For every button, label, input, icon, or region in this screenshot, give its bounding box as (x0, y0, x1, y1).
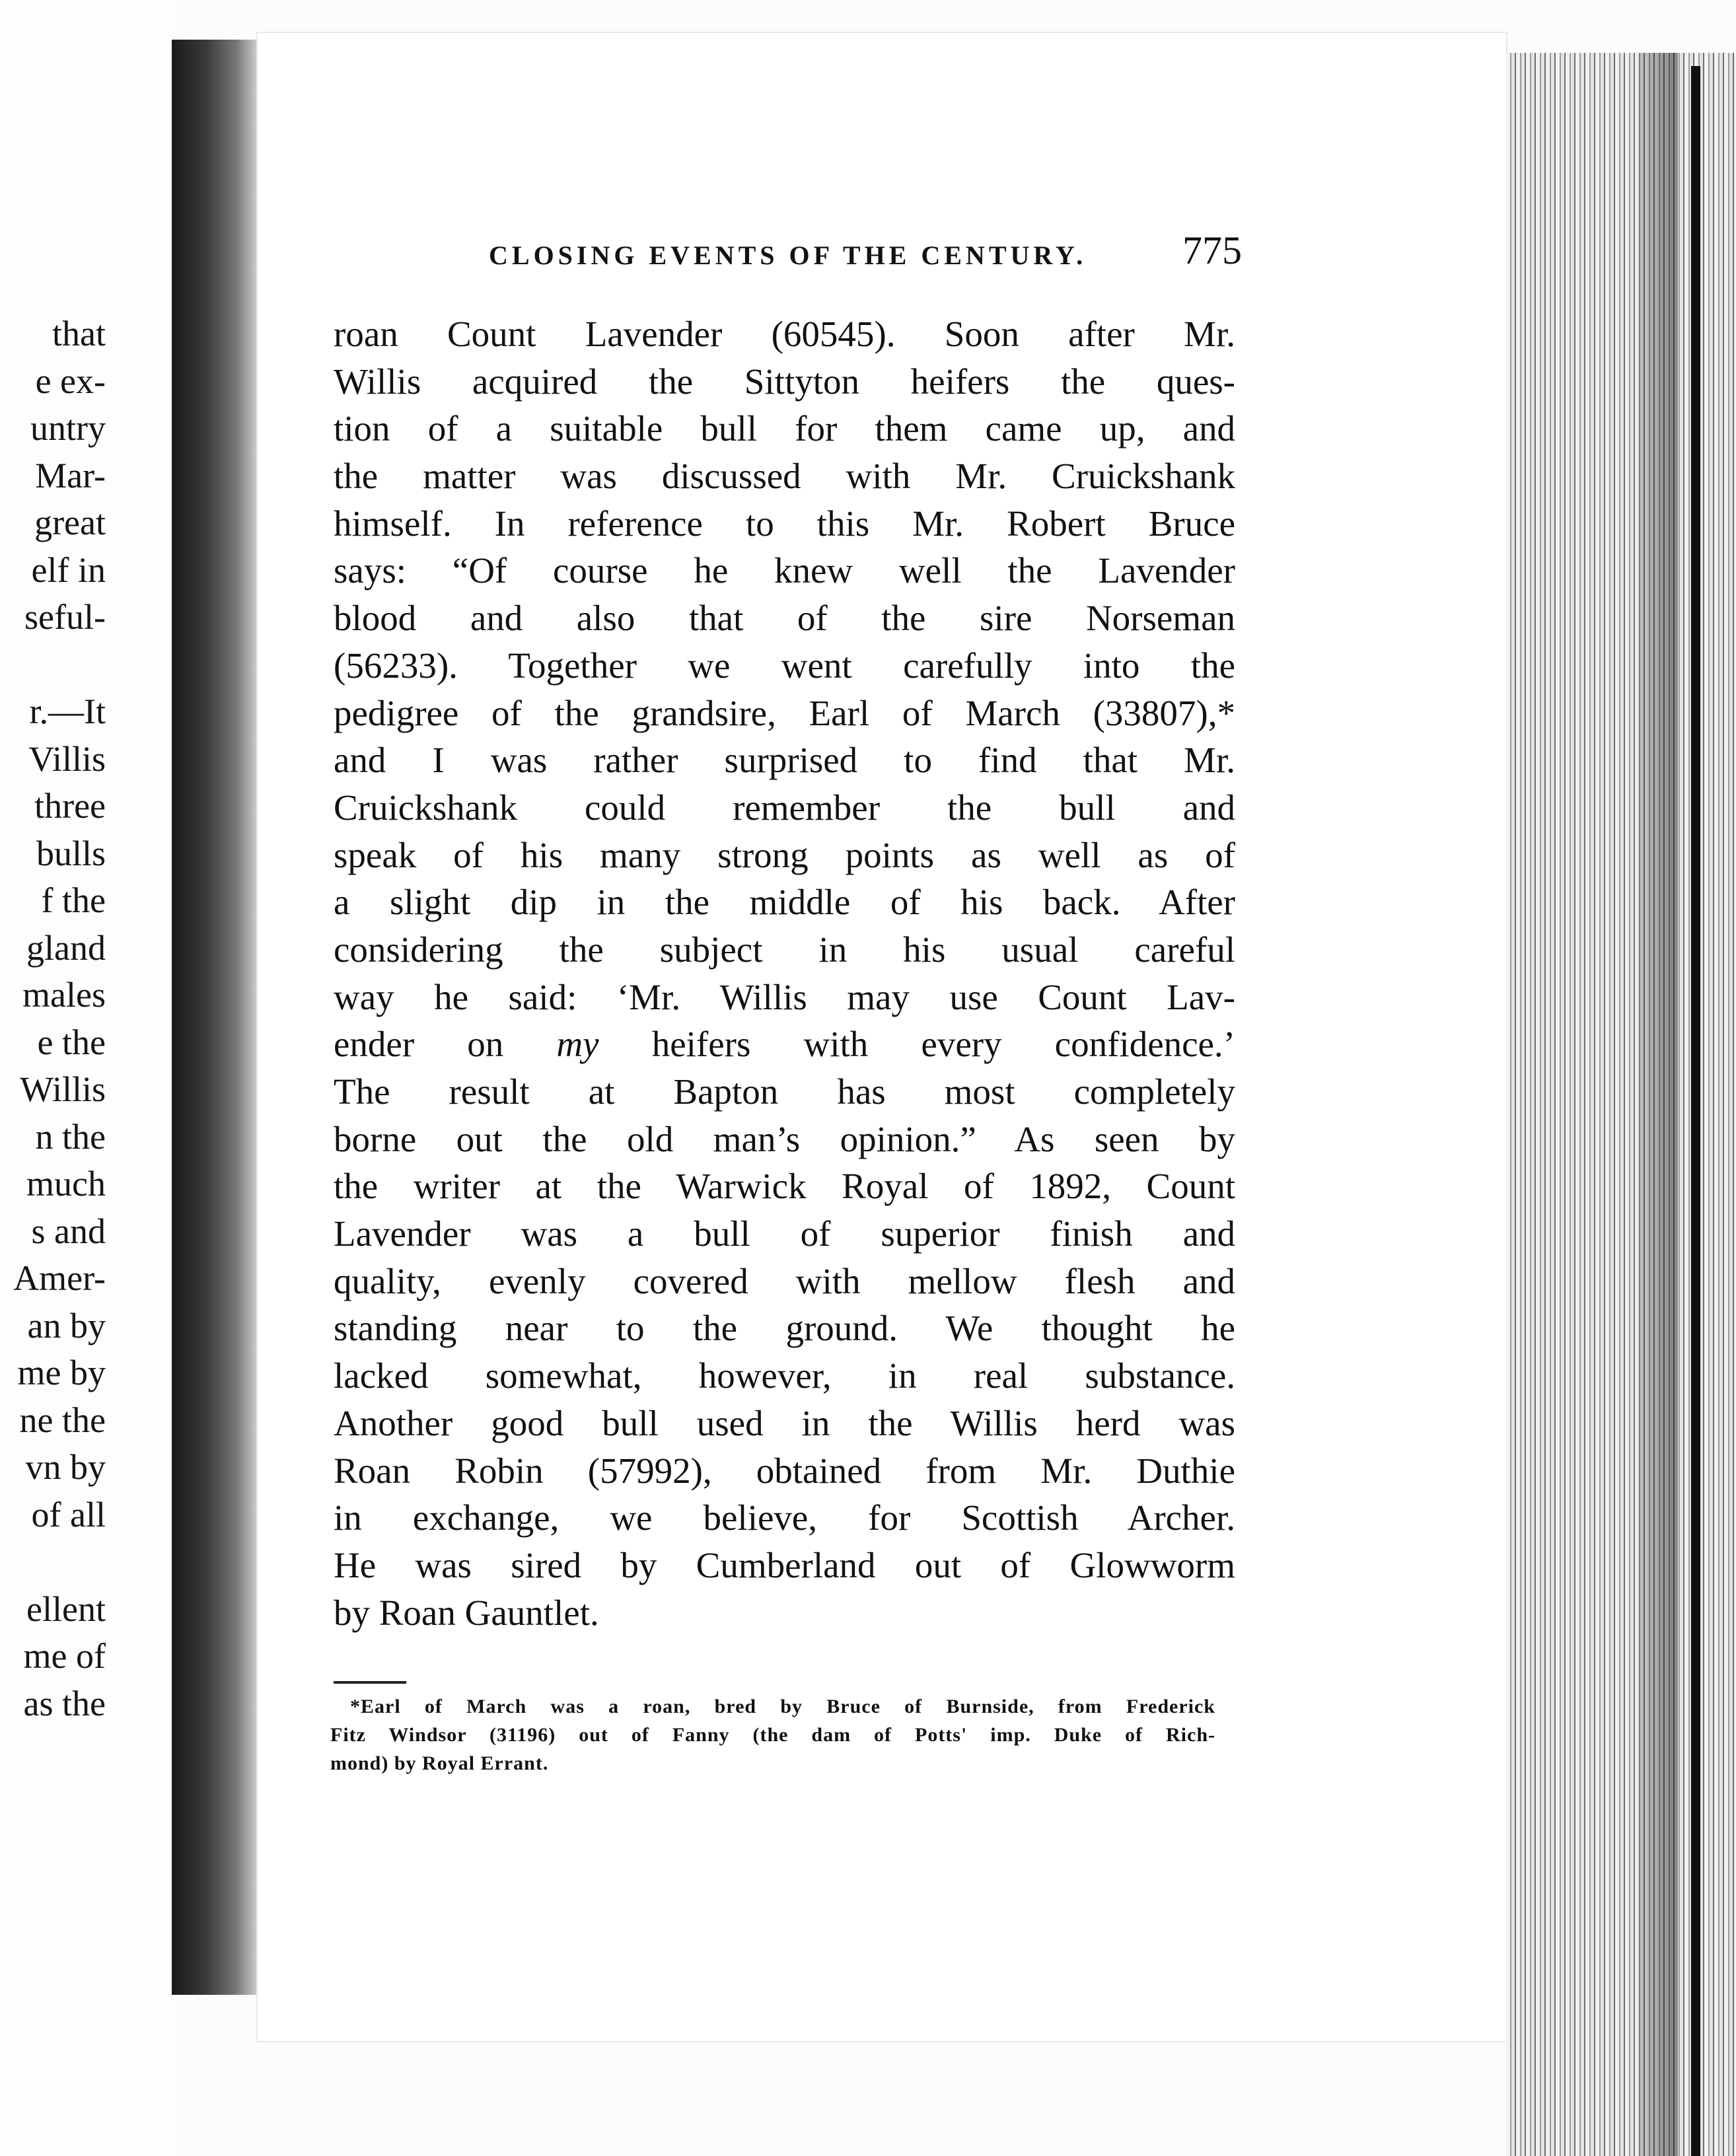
text-line: a slight dip in the middle of his back. After (334, 882, 1235, 923)
text-line: says: “Of course he knew well the Lavender (334, 550, 1235, 591)
left-page-fragment: me by (17, 1353, 106, 1392)
footnote-rule (334, 1681, 406, 1684)
footnote-line: mond) by Royal Errant. (330, 1752, 549, 1774)
left-page-fragment: great (34, 503, 106, 542)
left-page-fragment: three (34, 786, 106, 826)
left-page-fragment: males (22, 975, 106, 1015)
left-page-fragment: e ex- (35, 361, 106, 401)
text-line: (56233). Together we went carefully into the (334, 645, 1235, 686)
page-edge-shadow (1638, 53, 1678, 2156)
text-line: by Roan Gauntlet. (334, 1592, 599, 1633)
left-page-fragment: Willis (20, 1069, 106, 1109)
text-line: and I was rather surprised to find that Mr. (334, 740, 1235, 781)
page-number: 775 (1182, 229, 1242, 272)
text-line: roan Count Lavender (60545). Soon after Mr. (334, 314, 1235, 354)
left-page-fragment: untry (30, 408, 106, 448)
left-page-fragment: r.—It (29, 692, 106, 731)
left-page-fragment: n the (35, 1116, 106, 1157)
left-page-fragment: much (26, 1164, 106, 1204)
text-line: blood and also that of the sire Norseman (334, 598, 1235, 639)
left-page-fragment: f the (41, 880, 106, 920)
left-page-fragment: Mar- (35, 455, 106, 495)
text-line: The result at Bapton has most completely (334, 1071, 1235, 1112)
text-line-with-italic (334, 1021, 1235, 1068)
left-page-fragment: ne the (19, 1400, 106, 1440)
left-page-fragment: vn by (25, 1447, 106, 1487)
left-page-fragment: an by (27, 1305, 106, 1346)
text-line: Cruickshank could remember the bull and (334, 787, 1235, 828)
text-line: speak of his many strong points as well as of (334, 834, 1235, 875)
text-line: way he said: ‘Mr. Willis may use Count Lav- (334, 976, 1235, 1017)
text-line: He was sired by Cumberland out of Glowworm (334, 1544, 1235, 1585)
body-text (334, 310, 1235, 1636)
text-segment: ender on (334, 1024, 557, 1065)
running-head: CLOSING EVENTS OF THE CENTURY. (489, 240, 1087, 270)
text-line: Another good bull used in the Willis herd was (334, 1402, 1235, 1443)
left-page-fragment: seful- (24, 597, 106, 637)
italic-word: my (556, 1024, 599, 1065)
book-cover-edge (1691, 66, 1700, 2156)
left-page-fragment (0, 641, 106, 689)
text-line: the matter was discussed with Mr. Cruickshank (334, 456, 1235, 497)
left-page-text-fragments (0, 310, 106, 1727)
left-page-fragment: Villis (28, 738, 106, 779)
text-line: Lavender was a bull of superior finish and (334, 1213, 1235, 1254)
text-line: considering the subject in his usual careful (334, 929, 1235, 970)
footnote-line: *Earl of March was a roan, bred by Bruce of Burnside, from Frederick (350, 1696, 1215, 1717)
left-page-fragment (0, 1538, 106, 1586)
text-line: tion of a suitable bull for them came up, and (334, 408, 1235, 449)
left-page-fragment: me of (23, 1636, 106, 1676)
text-line: Willis acquired the Sittyton heifers the ques- (334, 361, 1235, 402)
page-edges (1506, 53, 1736, 2156)
text-line: borne out the old man’s opinion.” As seen by (334, 1118, 1235, 1159)
text-line: quality, evenly covered with mellow flesh and (334, 1260, 1235, 1301)
text-line: the writer at the Warwick Royal of 1892, Count (334, 1166, 1235, 1207)
left-page-fragment: ellent (26, 1589, 106, 1629)
footnote-line: Fitz Windsor (31196) out of Fanny (the dam of Potts' imp. Duke of Rich- (330, 1724, 1215, 1746)
left-page-fragment: elf in (31, 550, 106, 590)
left-page-fragment: Amer- (13, 1258, 106, 1298)
page-header (489, 228, 1242, 287)
left-page-fragment: as the (23, 1683, 106, 1723)
footnote (330, 1692, 1215, 1778)
text-line: himself. In reference to this Mr. Robert Bruce (334, 503, 1235, 544)
text-line: pedigree of the grandsire, Earl of March (33807),* (334, 692, 1235, 733)
left-page-fragment: e the (37, 1022, 106, 1062)
text-segment: heifers with every confidence.’ (598, 1024, 1235, 1065)
left-page-fragment: that (52, 314, 106, 353)
book-gutter-shadow (172, 40, 258, 1995)
text-line: Roan Robin (57992), obtained from Mr. Duthie (334, 1450, 1235, 1491)
left-page-fragment: s and (31, 1211, 106, 1251)
text-line: in exchange, we believe, for Scottish Archer. (334, 1497, 1235, 1538)
left-page-fragment: bulls (36, 833, 106, 873)
left-page-fragment: of all (31, 1494, 106, 1534)
text-line: standing near to the ground. We thought he (334, 1308, 1235, 1349)
left-page-fragment: gland (26, 927, 106, 968)
text-line: lacked somewhat, however, in real substance. (334, 1355, 1235, 1396)
